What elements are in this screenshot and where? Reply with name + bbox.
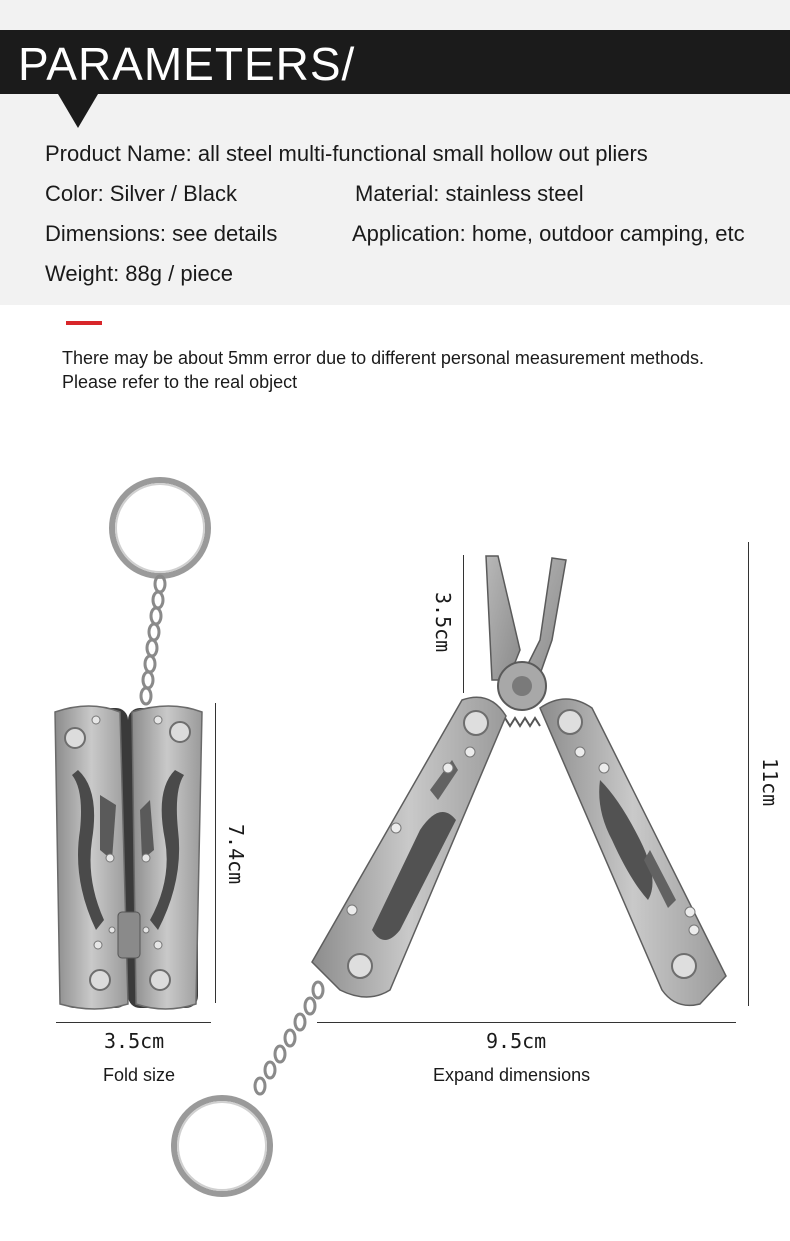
chain-icon	[141, 576, 165, 704]
note-line-2: Please refer to the real object	[62, 372, 298, 392]
expand-width-line	[317, 1022, 736, 1023]
expand-length-line	[748, 542, 749, 1006]
folded-pliers-icon	[55, 706, 202, 1009]
application-spec: Application: home, outdoor camping, etc	[352, 221, 745, 246]
fold-height-label: 7.4cm	[224, 824, 248, 885]
note-line-1: There may be about 5mm error due to different personal measurement methods.	[62, 348, 704, 368]
material-spec: Material: stainless steel	[355, 181, 584, 206]
color-spec: Color: Silver / Black	[45, 181, 237, 206]
dimensions-spec: Dimensions: see details	[45, 221, 278, 246]
jaw-length-line	[463, 555, 464, 693]
fold-height-line	[215, 703, 216, 1003]
fold-size-caption: Fold size	[103, 1065, 176, 1085]
fold-width-label: 3.5cm	[104, 1029, 165, 1053]
product-name: Product Name: all steel multi-functional small hollow out pliers	[45, 141, 648, 166]
jaw-length-label: 3.5cm	[431, 592, 455, 653]
page-title: PARAMETERS/	[18, 38, 356, 90]
fold-width-line	[56, 1022, 211, 1023]
expand-width-label: 9.5cm	[486, 1029, 547, 1053]
key-ring-icon	[112, 480, 208, 576]
weight-spec: Weight: 88g / piece	[45, 261, 233, 286]
expand-length-label: 11cm	[758, 758, 782, 807]
expand-dimensions-caption: Expand dimensions	[433, 1065, 591, 1085]
